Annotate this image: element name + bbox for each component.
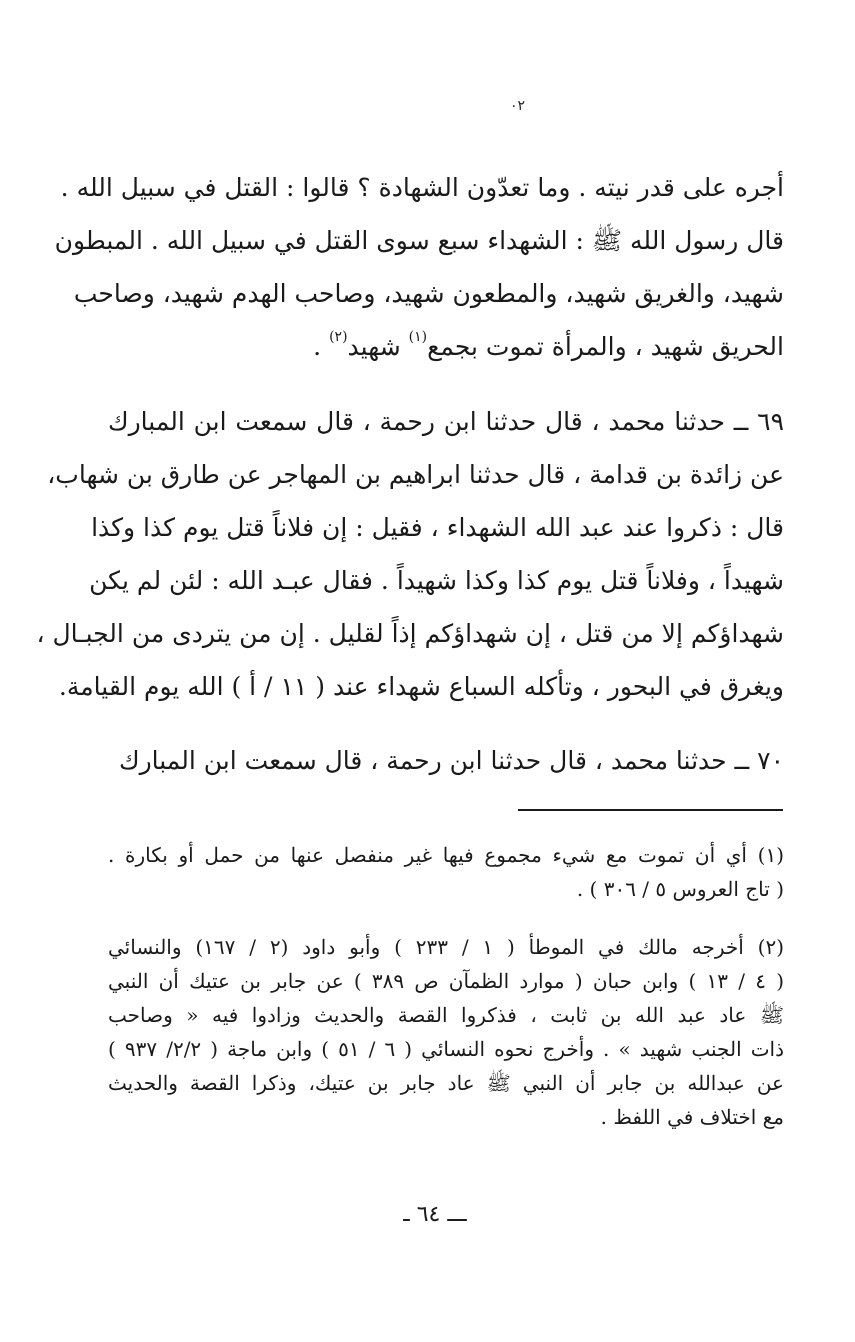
text-fragment: شهيد — [347, 332, 409, 361]
paragraph-1 — [54, 161, 784, 373]
footnote-line: (٢) أخرجه مالك في الموطأ ( ١ / ٢٣٣ ) وأبو داود (٢ / ١٦٧) والنسائي — [108, 935, 784, 959]
footnote-line: ﷺ عاد عبد الله بن ثابت ، فذكروا القصة والحديث وزادوا فيه « وصاحب — [108, 1003, 784, 1027]
text-line — [108, 320, 784, 373]
paragraph-69 — [36, 395, 784, 713]
footnote-divider — [518, 809, 783, 811]
footnote-line: ( ٤ / ١٣ ) وابن حبان ( موارد الظمآن ص ٣٨٩ ) عن جابر بن عتيك أن النبي — [108, 969, 785, 993]
footnote-marker-1: (١) — [408, 329, 428, 345]
text-line: شهيد، والغريق شهيد، والمطعون شهيد، وصاحب الهدم شهيد، وصاحب — [73, 279, 784, 308]
footnote-line: (١) أي أن تموت مع شيء مجموع فيها غير منفصل عنها من حمل أو بكارة . — [108, 843, 785, 867]
footnote-line: ( تاج العروس ٥ / ٣٠٦ ) . — [576, 877, 784, 901]
footnote-marker-2: (٢) — [329, 329, 348, 345]
text-line: قال رسول الله ﷺ : الشهداء سبع سوى القتل في سبيل الله . المبطون — [54, 226, 784, 255]
paragraph-70 — [108, 734, 784, 787]
footnote-line: ذات الجنب شهيد » . وأخرج نحوه النسائي ( ٦ / ٥١ ) وابن ماجة ( ٢/٢/ ٩٣٧ ) — [108, 1037, 784, 1061]
header-marks: ٠٢ — [510, 98, 526, 114]
text-line: قال : ذكروا عند عبد الله الشهداء ، فقيل : إن فلاناً قتل يوم كذا وكذا — [91, 513, 784, 542]
footnote-1 — [108, 838, 784, 906]
footnote-line: عن عبدالله بن جابر أن النبي ﷺ عاد جابر بن عتيك، وذكرا القصة والحديث — [108, 1071, 784, 1095]
text-line: أجره على قدر نيته . وما تعدّون الشهادة ؟ قالوا : القتل في سبيل الله . — [60, 173, 784, 202]
text-line: شهداؤكم إلا من قتل ، إن شهداؤكم إذاً لقليل . إن من يتردى من الجبـال ، — [36, 619, 784, 648]
text-line: عن زائدة بن قدامة ، قال حدثنا ابراهيم بن المهاجر عن طارق بن شهاب، — [47, 460, 784, 489]
footnote-2 — [108, 930, 784, 1134]
footnote-line: مع اختلاف في اللفظ . — [600, 1105, 784, 1129]
text-line: ٦٩ ــ حدثنا محمد ، قال حدثنا ابن رحمة ، قال سمعت ابن المبارك — [108, 407, 784, 436]
text-fragment: . — [313, 332, 330, 361]
page-number: ـــ ٦٤ ـ — [403, 1202, 467, 1227]
text-line: شهيداً ، وفلاناً قتل يوم كذا وكذا شهيداً . فقال عبـد الله : لئن لم يكن — [89, 566, 784, 595]
text-line: ٧٠ ــ حدثنا محمد ، قال حدثنا ابن رحمة ، قال سمعت ابن المبارك — [118, 746, 784, 775]
text-fragment: الحريق شهيد ، والمرأة تموت بجمع — [427, 332, 784, 361]
text-line: ويغرق في البحور ، وتأكله السباع شهداء عند ( ١١ / أ ) الله يوم القيامة. — [58, 672, 784, 701]
